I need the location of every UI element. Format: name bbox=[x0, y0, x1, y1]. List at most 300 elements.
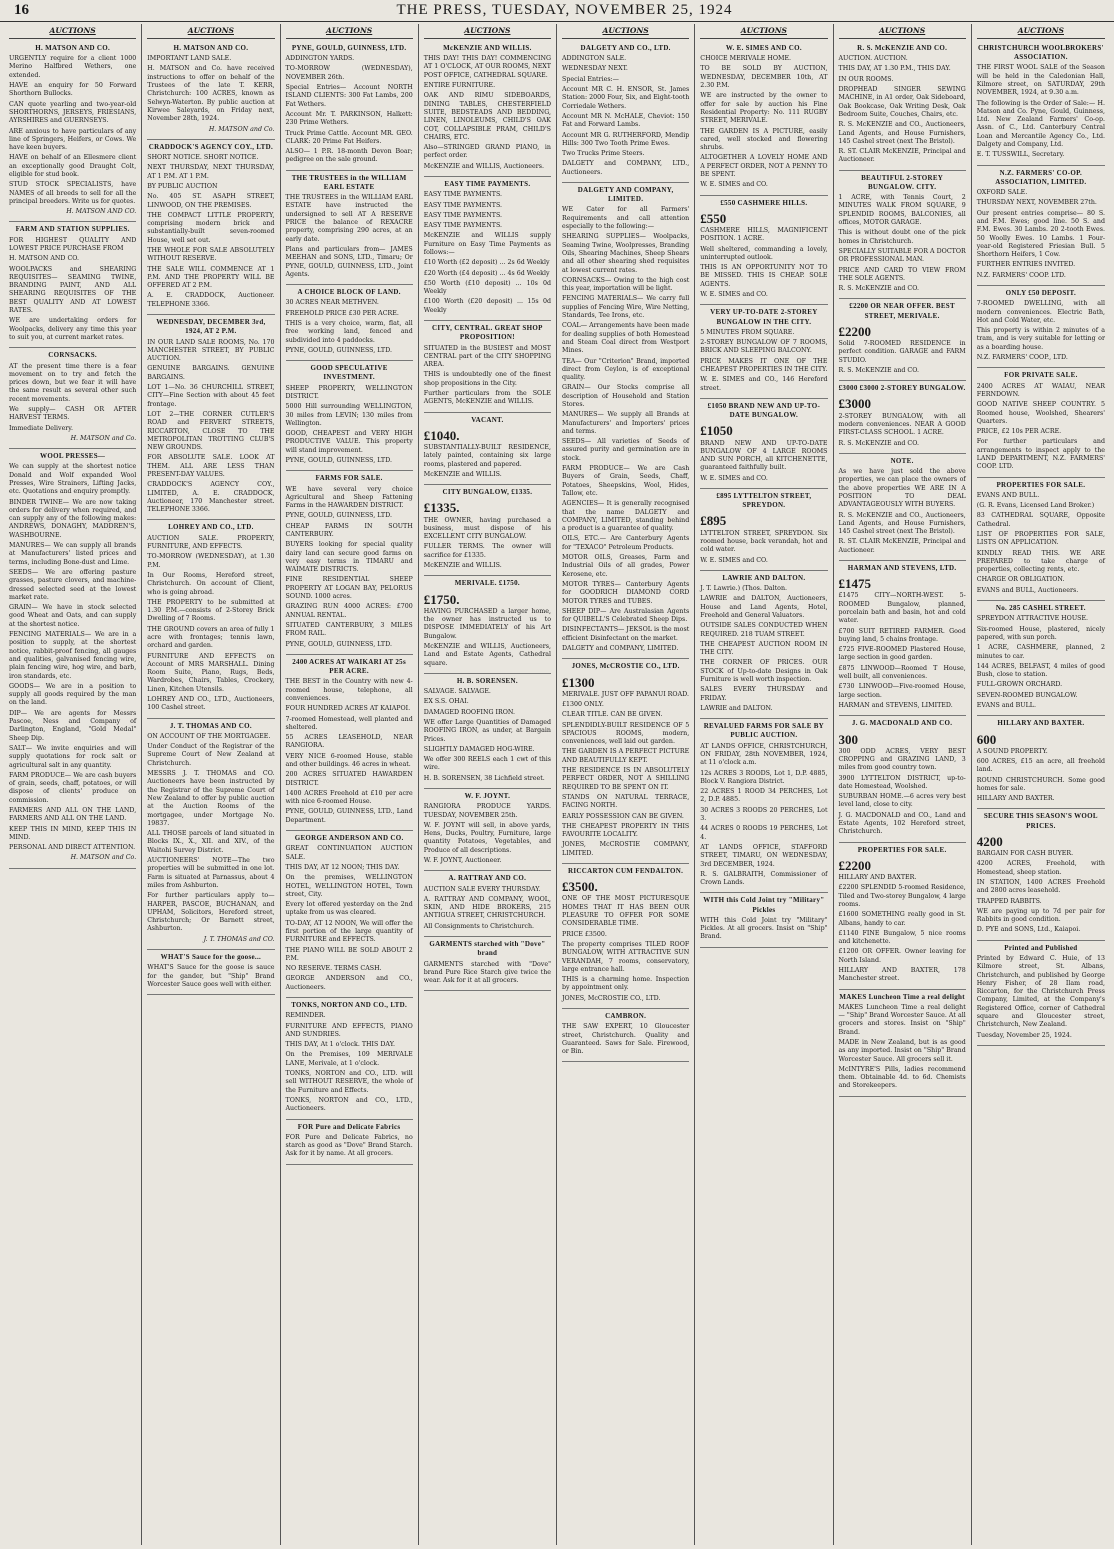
ad-paragraph: A. RATTRAY AND COMPANY, WOOL, SKIN, AND HIDE BROKERS, 215 ANTIGUA STREET, CHRISTCHURCH. bbox=[423, 895, 551, 920]
ad-paragraph: IN STATION, 1400 ACRES Freehold and 2800 acres leasehold. bbox=[976, 878, 1105, 895]
ad-paragraph: GENUINE BARGAINS. GENUINE BARGAINS. bbox=[147, 365, 275, 381]
ad-paragraph: FOUR HUNDRED ACRES AT KAIAPOI. bbox=[285, 705, 411, 713]
advertisement bbox=[700, 489, 827, 571]
ad-paragraph: 5 MINUTES FROM SQUARE. bbox=[700, 328, 795, 336]
ad-paragraph: TONKS, NORTON and CO., LTD. will sell WITHOUT RESERVE, the whole of the Furniture and Effects. bbox=[285, 1070, 413, 1094]
ad-headline: GEORGE ANDERSON AND CO. bbox=[294, 834, 404, 843]
advertisement bbox=[9, 41, 136, 223]
ad-headline: DALGETY AND CO., LTD. bbox=[580, 43, 671, 52]
ad-headline: FARM AND STATION SUPPLIES. bbox=[15, 225, 130, 234]
ad-headline: H. MATSON AND CO. bbox=[35, 43, 111, 52]
ad-paragraph: ROUND CHRISTCHURCH. Some good homes for sale. bbox=[976, 776, 1105, 792]
ad-paragraph: WE are instructed by the owner to offer for sale by auction his Fine Residential Property: No. 111 RUGBY STREET, MERIVALE. bbox=[700, 92, 828, 125]
ad-paragraph: GARMENTS starched with "Dove" brand Pure Rice Starch give twice the wear. Ask for it at all grocers. bbox=[423, 960, 551, 985]
ad-paragraph: MESSRS J. T. THOMAS and CO. Auctioneers have been instructed by the Registrar of the Supreme Court of New Zealand to offer by public auction at the Auction Rooms of the mortgagee, under Mortgage No. 19837. bbox=[147, 770, 275, 827]
ad-paragraph: MERIVALE. JUST OFF PAPANUI ROAD. bbox=[562, 690, 689, 698]
advertisement bbox=[700, 305, 827, 399]
ad-paragraph: £2200 SPLENDID 5-roomed Residence, Tiled and Two-storey Bungalow, 4 large rooms. bbox=[838, 884, 966, 908]
ad-paragraph: AGENCIES— It is generally recognised that the name DALGETY and COMPANY, LIMITED, standing behind a product is a guarantee of quality. bbox=[562, 500, 690, 533]
advertisement bbox=[839, 716, 966, 842]
ad-paragraph: J. T. Lawrie.) (Thos. Dalton. bbox=[700, 585, 788, 593]
ad-paragraph: Tuesday, November 25, 1924. bbox=[976, 1031, 1072, 1039]
ad-paragraph: PRICE £3500. bbox=[562, 930, 607, 938]
ad-headline: J. G. MACDONALD AND CO. bbox=[851, 719, 953, 728]
ad-paragraph: ALSO— 1 P.R. 18-month Devon Boar; pedigree on the sale ground. bbox=[285, 148, 413, 164]
ad-paragraph: Solid 7-ROOMED RESIDENCE in perfect condition. GARAGE and FARM STUDIO. bbox=[838, 340, 966, 364]
ad-paragraph: PRICE AND CARD TO VIEW FROM THE SOLE AGENTS. bbox=[838, 266, 966, 282]
ad-paragraph: 300 ODD ACRES, VERY BEST CROPPING and GRAZING LAND, 3 miles from good country town. bbox=[838, 747, 966, 772]
ad-paragraph: THE CORNER OF PRICES. OUR STOCK of Up-to-date Designs in Oak Furniture is well worth inspection. bbox=[700, 659, 828, 684]
ad-paragraph: GOODS— We are in a position to supply all goods required by the man on the land. bbox=[9, 682, 137, 707]
ad-headline: WEDNESDAY, DECEMBER 3rd, 1924, AT 2 P.M. bbox=[156, 318, 266, 336]
ad-paragraph: W. E. SIMES and CO., 146 Hereford street. bbox=[700, 376, 828, 392]
ad-paragraph: AT LANDS OFFICE, STAFFORD STREET, TIMARU, ON WEDNESDAY, 3rd DECEMBER, 1924. bbox=[700, 843, 828, 868]
ad-headline: W. E. SIMES AND CO. bbox=[725, 43, 802, 52]
ad-paragraph: LYTTELTON STREET, SPREYDON. Six roomed house, back verandah, hot and cold water. bbox=[700, 529, 828, 554]
ad-paragraph: On the premises, WELLINGTON HOTEL, WELLINGTON HOTEL, Town street, City. bbox=[285, 874, 413, 898]
ad-paragraph: As we have just sold the above properties, we can place the owners of the above properties WE ARE IN A POSITION TO DEAL ADVANTAGEOUSLY WITH BUYERS. bbox=[838, 468, 966, 509]
ad-headline: EASY TIME PAYMENTS. bbox=[444, 179, 531, 188]
ad-paragraph: FREEHOLD PRICE £30 PER ACRE. bbox=[285, 309, 399, 317]
ad-headline: A CHOICE BLOCK OF LAND. bbox=[297, 288, 401, 297]
ad-paragraph: SEEDS— All varieties of Seeds of assured purity and germination are in stock. bbox=[562, 438, 690, 462]
ad-paragraph: STUD STOCK SPECIALISTS, have NAMES of all breeds to sell for all the principal breeders. Write us for quotes. bbox=[9, 181, 137, 205]
ad-paragraph: CASHMERE HILLS, MAGNIFICENT POSITION. 1 ACRE. bbox=[700, 226, 828, 243]
ad-headline: REVALUED FARMS FOR SALE BY PUBLIC AUCTION. bbox=[703, 722, 825, 740]
ad-paragraph: VERY NICE 6-roomed House, stable and other buildings. 46 acres in wheat. bbox=[285, 752, 413, 768]
ad-paragraph: EVANS and BULL. bbox=[976, 701, 1036, 709]
ad-headline: 2400 ACRES AT WAIKARI AT 25s PER ACRE. bbox=[292, 657, 406, 676]
column-4 bbox=[419, 24, 557, 1545]
advertisement bbox=[424, 321, 551, 413]
ad-paragraph: HAVE an enquiry for 50 Forward Shorthorn Bullocks. bbox=[9, 82, 137, 98]
ad-paragraph: (G. R. Evans, Licensed Land Broker.) bbox=[976, 502, 1095, 510]
ad-paragraph: EX S.S. OHAI. bbox=[423, 698, 469, 706]
columns-container bbox=[4, 24, 1110, 1545]
ad-price: £1750. bbox=[423, 591, 460, 607]
ad-paragraph: W. E. SIMES and CO. bbox=[700, 474, 768, 482]
column-heading: AUCTIONS bbox=[839, 26, 966, 39]
newspaper-title: THE PRESS, TUESDAY, NOVEMBER 25, 1924 bbox=[396, 2, 733, 18]
advertisement bbox=[700, 719, 827, 893]
ad-paragraph: TO-MORROW (WEDNESDAY), NOVEMBER 26th. bbox=[285, 65, 413, 81]
ad-paragraph: J. G. MACDONALD and CO., Land and Estate Agents, 102 Hereford street, Christchurch. bbox=[838, 811, 966, 836]
ad-paragraph: THE GARDEN IS A PICTURE, easily cared, well stocked and flowering shrubs. bbox=[700, 127, 828, 152]
ad-paragraph: NEXT THURSDAY, NEXT THURSDAY, AT 1 P.M. AT 1 P.M. bbox=[147, 164, 275, 180]
ad-paragraph: Two Trucks Prime Steers. bbox=[562, 150, 645, 158]
ad-paragraph: FOR Pure and Delicate Fabrics, no starch as good as "Dove" Brand Starch. Ask for it by name. At all grocers. bbox=[285, 1133, 413, 1158]
ad-paragraph: THIS DAY, At 1 o'clock. THIS DAY. bbox=[285, 1041, 396, 1049]
advertisement bbox=[424, 413, 551, 486]
ad-paragraph: RANGIORA PRODUCE YARDS. TUESDAY, NOVEMBER 25th. bbox=[423, 803, 551, 819]
ad-paragraph: WE Cater for all Farmers' Requirements and call attention especially to the following:— bbox=[562, 206, 690, 231]
ad-paragraph: IMPORTANT LAND SALE. bbox=[147, 55, 232, 63]
ad-paragraph: 44 ACRES 0 ROODS 19 PERCHES, Lot 4. bbox=[700, 825, 828, 841]
advertisement bbox=[977, 478, 1105, 602]
ad-paragraph: THE BEST in the Country with new 4-roomed house, telephone, all conveniences. bbox=[285, 678, 413, 702]
ad-paragraph: For further particulars and arrangements to inspect apply to the LAND DEPARTMENT, N.Z. FARMERS' COOP. LTD. bbox=[976, 438, 1105, 471]
ad-paragraph: EVANS AND BULL. bbox=[976, 491, 1040, 499]
ad-paragraph: THE CHEAPEST PROPERTY IN THIS FAVOURITE LOCALITY. bbox=[562, 822, 690, 839]
ad-paragraph: EASY TIME PAYMENTS. bbox=[423, 191, 503, 199]
ad-paragraph: £100 Worth (£20 deposit) ... 15s 0d Weekly bbox=[423, 298, 551, 314]
ad-paragraph: FARM PRODUCE— We are cash buyers of grain, seeds, chaff, potatoes, or will dispose of clients' produce on commission. bbox=[9, 771, 137, 804]
ad-paragraph: IN OUR LAND SALE ROOMS, No. 170 MANCHESTER STREET, BY PUBLIC AUCTION. bbox=[147, 338, 275, 363]
advertisement bbox=[562, 1009, 689, 1062]
ad-paragraph: THIS is undoubtedly one of the finest shop propositions in the City. bbox=[423, 371, 551, 387]
ad-paragraph: CAN quote yearling and two-year-old SHORTHORNS, JERSEYS, FRIESIANS, AYRSHIRES and GUERNSEYS. bbox=[9, 100, 137, 125]
ad-paragraph: On the Premises, 109 MERIVALE LANE, Merivale, at 1 o'clock. bbox=[285, 1051, 413, 1067]
ad-price: £1050 bbox=[700, 423, 733, 439]
ad-paragraph: GRAIN— Our Stocks comprise all description of Household and Station Stores. bbox=[562, 384, 690, 408]
advertisement bbox=[562, 183, 689, 659]
column-heading: AUCTIONS bbox=[562, 26, 689, 39]
ad-paragraph: THE GROUND covers an area of fully 1 acre with frontages; tennis lawn, orchard and garden. bbox=[147, 625, 275, 650]
ad-headline: PROPERTIES FOR SALE. bbox=[996, 480, 1086, 489]
ad-paragraph: PRICE, £2 10s PER ACRE. bbox=[976, 428, 1062, 436]
ad-paragraph: WHAT'S Sauce for the goose is sauce for the gander, but "Ship" Brand Worcester Sauce goes well with either. bbox=[147, 964, 275, 988]
ad-paragraph: Also—STRINGED GRAND PIANO, in perfect order. bbox=[423, 144, 551, 160]
ad-paragraph: PYNE, GOULD, GUINNESS, LTD., Land Department. bbox=[285, 808, 413, 824]
ad-paragraph: £875 LINWOOD—Roomed T House, well built, all conveniences. bbox=[838, 664, 966, 681]
advertisement bbox=[286, 361, 413, 471]
ad-headline: BEAUTIFUL 2-STOREY BUNGALOW. CITY. bbox=[861, 173, 944, 191]
ad-paragraph: DIP— We are agents for Messrs Pascoe, Ness and Company of Darlington, England, "Gold Medal" Sheep Dip. bbox=[9, 709, 137, 742]
ad-paragraph: PYNE, GOULD, GUINNESS, LTD. bbox=[285, 456, 392, 464]
ad-paragraph: 144 ACRES, BELFAST, 4 miles of good Bush, close to station. bbox=[976, 662, 1105, 679]
ad-paragraph: No. 405 ST. ASAPH STREET, LINWOOD, ON THE PREMISES. bbox=[147, 193, 275, 209]
advertisement bbox=[700, 196, 827, 306]
ad-paragraph: H. B. SORENSEN, 38 Lichfield street. bbox=[423, 774, 545, 782]
ad-paragraph: McKENZIE and WILLIS, Auctioneers, Land and Estate Agents, Cathedral square. bbox=[423, 642, 551, 667]
ad-headline: FOR Pure and Delicate Fabrics bbox=[297, 1122, 401, 1131]
ad-price: 600 bbox=[976, 731, 997, 747]
ad-paragraph: N.Z. FARMERS' COOP. LTD. bbox=[976, 271, 1066, 279]
ad-headline: £895 LYTTELTON STREET, SPREYDON. bbox=[716, 492, 812, 510]
ad-paragraph: MAKES Luncheon Time a real delight — "Ship" Brand Worcester Sauce. At all grocers and stores. Insist on "Ship" Brand. bbox=[838, 1003, 966, 1036]
ad-headline: WITH this Cold Joint try "Military" Pickles bbox=[703, 896, 825, 914]
ad-paragraph: FENCING MATERIALS— We are in a position to supply, at the shortest notice, rabbit-proof fencing, all gauges and qualities, galvanised fencing wire, plain fencing wire, hog wire, and barb, iron standards, etc. bbox=[9, 631, 137, 680]
ad-paragraph: CHARGE OR OBLIGATION. bbox=[976, 576, 1065, 584]
ad-headline: TONKS, NORTON AND CO., LTD. bbox=[291, 1001, 408, 1010]
ad-paragraph: SLIGHTLY DAMAGED HOG-WIRE. bbox=[423, 745, 535, 753]
ad-paragraph: £1140 FINE Bungalow, 5 nice rooms and kitchenette. bbox=[838, 929, 966, 946]
ad-paragraph: N.Z. FARMERS' COOP., LTD. bbox=[976, 354, 1068, 362]
ad-price: £3000 bbox=[838, 396, 871, 412]
column-heading: AUCTIONS bbox=[700, 26, 827, 39]
advertisement bbox=[286, 998, 413, 1120]
advertisement bbox=[700, 571, 827, 719]
ad-headline: PROPERTIES FOR SALE. bbox=[857, 845, 947, 854]
ad-paragraph: GOOD NATIVE SHEEP COUNTRY. 5 Roomed house, Woolshed, Shearers' Quarters. bbox=[976, 401, 1105, 425]
ad-headline: CORNSACKS. bbox=[48, 351, 97, 360]
advertisement bbox=[839, 454, 966, 561]
ad-headline: GOOD SPECULATIVE INVESTMENT. bbox=[310, 364, 388, 382]
ad-paragraph: THE SALE WILL COMMENCE AT 1 P.M. AND THE PROPERTY WILL BE OFFERED AT 2 P.M. bbox=[147, 265, 275, 290]
advertisement bbox=[700, 41, 827, 196]
advertisement bbox=[977, 601, 1105, 716]
advertisement bbox=[286, 285, 413, 361]
ad-paragraph: A. E. CRADDOCK, Auctioneer. TELEPHONE 3366. bbox=[147, 292, 275, 308]
ad-headline: NOTE. bbox=[890, 456, 914, 465]
ad-headline: £550 CASHMERE HILLS. bbox=[720, 198, 808, 207]
ad-headline: £1050 BRAND NEW AND UP-TO-DATE BUNGALOW. bbox=[707, 401, 821, 420]
ad-paragraph: Well sheltered, commanding a lovely, uninterrupted outlook. bbox=[700, 245, 828, 261]
ad-paragraph: HAVING PURCHASED a larger home, the owner has instructed us to DISPOSE IMMEDIATELY of his Art Bungalow. bbox=[423, 607, 551, 640]
ad-paragraph: THE OWNER, having purchased a business, must dispose of his EXCELLENT CITY BUNGALOW. bbox=[423, 516, 551, 541]
ad-paragraph: SALT— We invite enquiries and will supply quotations for rock salt or agricultural salt in any quantity. bbox=[9, 744, 137, 769]
ad-paragraph: TO-DAY, AT 12 NOON, We will offer the first portion of the large quantity of FURNITURE and EFFECTS. bbox=[285, 919, 413, 944]
ad-paragraph: Account MR C. H. ENSOR, St. James Station: 2000 Four, Six, and Eight-tooth Corriedale Wethers. bbox=[562, 86, 690, 110]
ad-paragraph: 83 CATHEDRAL SQUARE, Opposite Cathedral. bbox=[976, 512, 1105, 528]
ad-paragraph: WITH this Cold Joint try "Military" Pickles. At all grocers. Insist on "Ship" Brand. bbox=[700, 916, 828, 941]
ad-headline: £3000 £3000 2-STOREY BUNGALOW. bbox=[838, 384, 966, 393]
ad-paragraph: W. E. SIMES and CO. bbox=[700, 556, 768, 564]
ad-price: £550 bbox=[700, 210, 727, 226]
ad-headline: A. RATTRAY AND CO. bbox=[448, 874, 527, 883]
ad-headline: £2200 OR NEAR OFFER. BEST STREET, MERIVALE. bbox=[849, 302, 955, 320]
advertisement bbox=[977, 41, 1105, 166]
ad-paragraph: SPECIALLY SUITABLE FOR A DOCTOR OR PROFESSIONAL MAN. bbox=[838, 247, 966, 264]
ad-price: 300 bbox=[838, 731, 858, 747]
column-3 bbox=[281, 24, 419, 1545]
ad-paragraph: KEEP THIS IN MIND, KEEP THIS IN MIND. bbox=[9, 825, 137, 841]
ad-paragraph: WE offer Large Quantities of Damaged ROOFING IRON, as under, at Bargain Prices. bbox=[423, 718, 551, 743]
advertisement bbox=[286, 831, 413, 998]
masthead bbox=[0, 0, 1114, 22]
advertisement bbox=[424, 674, 551, 789]
ad-headline: HARMAN AND STEVENS, LTD. bbox=[847, 564, 957, 573]
ad-paragraph: SALVAGE. SALVAGE. bbox=[423, 688, 491, 696]
ad-paragraph: McKENZIE and WILLIS. bbox=[423, 562, 502, 570]
ad-paragraph: HILLARY AND BAXTER. bbox=[838, 874, 917, 882]
ad-paragraph: 2400 ACRES AT WAIAU, NEAR FERNDOWN. bbox=[976, 382, 1105, 398]
ad-paragraph: FURNITURE AND EFFECTS, PIANO AND SUNDRIES. bbox=[285, 1022, 413, 1038]
ad-paragraph: HAVE on behalf of an Ellesmere client an exceptionally good Draught Colt, eligible for stud book. bbox=[9, 154, 137, 178]
ad-paragraph: 4200 ACRES, Freehold, with Homestead, sheep station. bbox=[976, 860, 1105, 876]
ad-paragraph: WEDNESDAY NEXT. bbox=[562, 65, 628, 73]
column-heading: AUCTIONS bbox=[424, 26, 551, 39]
ad-headline: JONES, McCROSTIE CO., LTD. bbox=[571, 662, 680, 671]
ad-paragraph: EASY TIME PAYMENTS. bbox=[423, 211, 503, 219]
advertisement bbox=[424, 937, 551, 991]
ad-paragraph: TONKS, NORTON and CO., LTD., Auctioneers. bbox=[285, 1096, 413, 1113]
ad-paragraph: JONES, McCROSTIE CO., LTD. bbox=[562, 994, 661, 1002]
ad-paragraph: SUBURBAN HOME.—6 acres very best level land, close to city. bbox=[838, 793, 966, 809]
ad-paragraph: £1600 SOMETHING really good in St. Albans, handy to car. bbox=[838, 911, 966, 927]
column-6 bbox=[695, 24, 833, 1545]
ad-price: £1300 bbox=[562, 674, 595, 690]
column-heading: AUCTIONS bbox=[147, 26, 274, 39]
ad-paragraph: H. MATSON AND CO. bbox=[9, 255, 80, 263]
ad-paragraph: SALES EVERY THURSDAY and FRIDAY. bbox=[700, 686, 828, 702]
ad-paragraph: MOTOR OILS, Greases, Farm and Industrial Oils of all grades, Power Kerosene, etc. bbox=[562, 554, 690, 578]
ad-paragraph: LIST OF PROPERTIES FOR SALE, LISTS ON APPLICATION. bbox=[976, 531, 1105, 547]
advertisement bbox=[424, 789, 551, 871]
advertisement bbox=[977, 286, 1105, 368]
advertisement bbox=[977, 809, 1105, 940]
ad-paragraph: SHEARING SUPPLIES— Woolpacks, Seaming Twine, Woolpresses, Branding Oils, Shearing Machines, Sheep Shears and all other shearing shed requisites at lowest current rates. bbox=[562, 233, 690, 274]
ad-paragraph: HARMAN and STEVENS, LIMITED. bbox=[838, 701, 953, 709]
ad-paragraph: McKENZIE and WILLIS supply Furniture on Easy Time Payments as follows:— bbox=[423, 232, 551, 256]
ad-headline: CRADDOCK'S AGENCY COY., LTD. bbox=[148, 142, 274, 151]
ad-paragraph: THE RESIDENCE IS IN ABSOLUTELY PERFECT ORDER, NOT A SHILLING REQUIRED TO BE SPENT ON IT. bbox=[562, 767, 690, 791]
ad-paragraph: LAWRIE and DALTON, Auctioneers, House and Land Agents, Hotel, Freehold and General Valuators. bbox=[700, 595, 828, 619]
ad-paragraph: PRICE MAKES IT ONE OF THE CHEAPEST PROPERTIES IN THE CITY. bbox=[700, 357, 828, 373]
ad-paragraph: £10 Worth (£2 deposit) ... 2s 6d Weekly bbox=[423, 259, 550, 267]
ad-paragraph: THE COMPACT LITTLE PROPERTY, comprising modern brick and substantially-built seven-roomed House, well set out. bbox=[147, 211, 275, 244]
ad-paragraph: R. ST. CLAIR McKENZIE, Principal and Auctioneer. bbox=[838, 148, 966, 164]
ad-paragraph: BUYERS looking for special quality dairy land can secure good farms on very easy terms in TIMARU and WAIMATE DISTRICTS. bbox=[285, 541, 413, 574]
advertisement bbox=[839, 561, 966, 716]
advertisement bbox=[286, 471, 413, 655]
ad-paragraph: THIS IS AN OPPORTUNITY NOT TO BE MISSED. THIS IS CHEAP. SOLE AGENTS. bbox=[700, 264, 828, 288]
ad-paragraph: URGENTLY require for a client 1000 Merino Halfbred Wethers, one extended. bbox=[9, 55, 137, 79]
ad-paragraph: GOOD, CHEAPEST and VERY HIGH PRODUCTIVE VALUE. This property will stand improvement. bbox=[285, 430, 413, 454]
ad-headline: H. B. SORENSEN. bbox=[456, 676, 518, 685]
ad-paragraph: EARLY POSSESSION CAN BE GIVEN. bbox=[562, 812, 684, 820]
ad-paragraph: 30 ACRES 3 ROODS 20 PERCHES, Lot 3. bbox=[700, 806, 828, 823]
ad-paragraph: In Our Rooms, Hereford street, Christchurch. On account of Client, who is going abroad. bbox=[147, 571, 275, 596]
ad-paragraph: OUTSIDE SALES CONDUCTED WHEN REQUIRED. 218 TUAM STREET. bbox=[700, 622, 828, 638]
ad-paragraph: PYNE, GOULD, GUINNESS, LTD. bbox=[285, 346, 392, 354]
ad-paragraph: £20 Worth (£4 deposit) ... 4s 6d Weekly bbox=[423, 269, 550, 277]
ad-paragraph: OILS, ETC.— Are Canterbury Agents for "TEXACO" Petroleum Products. bbox=[562, 535, 690, 551]
ad-paragraph: GRAZING RUN 4000 ACRES: £700 ANNUAL RENTAL. bbox=[285, 603, 413, 619]
ad-paragraph: D. PYE and SONS, Ltd., Kaiapoi. bbox=[976, 926, 1081, 934]
ad-paragraph: THIS DAY, AT 12 NOON; THIS DAY. bbox=[285, 863, 400, 871]
advertisement bbox=[147, 140, 274, 315]
ad-paragraph: £50 Worth (£10 deposit) ... 10s 0d Weekly bbox=[423, 279, 551, 296]
ad-paragraph: OAK AND RIMU SIDEBOARDS, DINING TABLES, CHESTERFIELD SUITE, BEDSTEADS AND BEDDING, LINEN, LINOLEUMS, CHILD'S OAK COT, COLLAPSIBLE PRAM, CHILD'S CHAIRS, ETC. bbox=[423, 92, 551, 141]
ad-paragraph: OXFORD SALE. bbox=[976, 189, 1028, 197]
ad-signature: H. MATSON AND CO. bbox=[66, 208, 137, 216]
ad-paragraph: NO RESERVE. TERMS CASH. bbox=[285, 965, 382, 973]
ad-paragraph: Truck Prime Cattle. Account MR. GEO. CLARK: 20 Prime Fat Heifers. bbox=[285, 129, 413, 145]
ad-paragraph: ALL THOSE parcels of land situated in Blocks IX., X., XII. and XIV., of the Waitohi Survey District. bbox=[147, 830, 275, 854]
ad-headline: LOHREY AND CO., LTD. bbox=[168, 523, 254, 532]
ad-headline: FARMS FOR SALE. bbox=[315, 474, 383, 483]
ad-paragraph: LOHREY AND CO., LTD., Auctioneers, 100 Cashel street. bbox=[147, 696, 275, 712]
ad-headline: CHRISTCHURCH WOOLBROKERS' ASSOCIATION. bbox=[977, 43, 1104, 62]
ad-headline: PYNE, GOULD, GUINNESS, LTD. bbox=[291, 43, 407, 52]
ad-paragraph: TO BE SOLD BY AUCTION, WEDNESDAY, DECEMBER 10th, AT 2.30 P.M. bbox=[700, 65, 828, 90]
ad-paragraph: EVANS and BULL, Auctioneers. bbox=[976, 586, 1079, 594]
ad-paragraph: Special Entries:— bbox=[562, 75, 619, 83]
ad-paragraph: The following is the Order of Sale:— H. Matson and Co. Pyne, Gould, Guinness, Ltd. New Zealand Farmers' Co-op. Assn. of C., Ltd. Canterbury Central Loan and Mercantile Agency Co., Ltd. Dalgety and Company, Ltd. bbox=[976, 99, 1105, 149]
ad-paragraph: 1 ACRE, CASHMERE, planned, 2 minutes to car. bbox=[976, 644, 1105, 660]
ad-paragraph: R. S. McKENZIE and CO., Auctioneers, Land Agents, and House Furnishers, 145 Cashel street (next The Bristol). bbox=[838, 121, 966, 145]
ad-paragraph: ARE anxious to have particulars of any line of Springers, Heifers, or Cows. We have keen buyers. bbox=[9, 127, 137, 152]
ad-headline: WHAT'S Sauce for the goose... bbox=[160, 953, 262, 962]
ad-paragraph: McKENZIE and WILLIS, Auctioneers. bbox=[423, 162, 544, 170]
advertisement bbox=[977, 166, 1105, 286]
ad-paragraph: 55 ACRES LEASEHOLD, NEAR RANGIORA. bbox=[285, 734, 413, 750]
advertisement bbox=[839, 990, 966, 1097]
ad-paragraph: KINDLY READ THIS. WE ARE PREPARED to take charge of properties, collecting rents, etc. bbox=[976, 549, 1105, 574]
ad-paragraph: THE WHOLE FOR SALE ABSOLUTELY WITHOUT RESERVE. bbox=[147, 247, 275, 263]
ad-paragraph: LOT 1—No. 36 CHURCHILL STREET, CITY—Fine Section with about 45 feet frontage. bbox=[147, 384, 275, 408]
ad-paragraph: THE FIRST WOOL SALE of the Season will be held in the Caledonian Hall, Kilmore street, on SATURDAY, 29th NOVEMBER, 1924, at 9.30 a.m. bbox=[976, 64, 1105, 97]
ad-paragraph: We supply— CASH OR AFTER HARVEST TERMS. bbox=[9, 405, 137, 422]
ad-paragraph: 7-roomed Homestead, well planted and sheltered. bbox=[285, 715, 413, 731]
ad-paragraph: DISINFECTANTS— JEKSOL is the most efficient Disinfectant on the market. bbox=[562, 626, 690, 642]
ad-paragraph: W. E. SIMES and CO. bbox=[700, 181, 768, 189]
ad-paragraph: THIS DAY, AT 1.30 P.M., THIS DAY. bbox=[838, 65, 951, 73]
ad-paragraph: Account MR G. RUTHERFORD, Mendip Hills: 300 Two Tooth Prime Ewes. bbox=[562, 131, 690, 147]
ad-paragraph: LOT 2—THE CORNER CUTLER'S ROAD and FERVERT STREETS, RICCARTON, CLOSE TO THE METROPOLITAN TROTTING CLUB'S NEW GROUNDS. bbox=[147, 410, 275, 452]
ad-paragraph: AUCTION. AUCTION. bbox=[838, 55, 908, 63]
ad-paragraph: W. F. JOYNT will sell, in above yards, Hens, Ducks, Poultry, Furniture, large quantity Potatoes, Vegetables, and Produce of all descriptions. bbox=[423, 821, 551, 854]
ad-paragraph: R. S. McKENZIE and CO., Auctioneers, Land Agents, and House Furnishers, 145 Cashel street (next The Bristol). bbox=[838, 511, 966, 536]
ad-paragraph: BINDER TWINE— We are now taking orders for delivery when required, and can supply any of the following makes: ANDREWS, DONAGHY, MADDREN'S, WASHBOURNE. bbox=[9, 498, 137, 539]
ad-paragraph: £700 SUIT RETIRED FARMER. Good buying land, 5 chains frontage. bbox=[838, 627, 966, 643]
advertisement bbox=[839, 381, 966, 454]
ad-paragraph: THURSDAY NEXT, NOVEMBER 27th. bbox=[976, 199, 1097, 207]
ad-headline: McKENZIE AND WILLIS. bbox=[443, 43, 532, 52]
ad-paragraph: BY PUBLIC AUCTION bbox=[147, 182, 218, 190]
ad-paragraph: We offer 300 REELS each 1 cwt of this wire. bbox=[423, 756, 551, 772]
ad-paragraph: A SOUND PROPERTY. bbox=[976, 747, 1048, 755]
ad-paragraph: SEVEN-ROOMED BUNGALOW. bbox=[976, 691, 1078, 699]
ad-paragraph: DALGETY and COMPANY, LIMITED. bbox=[562, 645, 679, 652]
advertisement bbox=[286, 171, 413, 285]
ad-paragraph: WE are undertaking orders for Woolpacks, delivery any time this year to suit you, at current market rates. bbox=[9, 317, 137, 341]
advertisement bbox=[424, 41, 551, 177]
ad-headline: ONLY £50 DEPOSIT. bbox=[1005, 289, 1077, 298]
ad-headline: W. F. JOYNT. bbox=[464, 792, 511, 801]
ad-paragraph: FOR ABSOLUTE SALE. LOOK AT THEM. ALL ARE LESS THAN PRESENT-DAY VALUES. bbox=[147, 454, 275, 478]
advertisement bbox=[9, 449, 136, 869]
ad-paragraph: 200 ACRES SITUATED HAWARDEN DISTRICT. bbox=[285, 771, 413, 787]
advertisement bbox=[424, 177, 551, 321]
ad-paragraph: PERSONAL AND DIRECT ATTENTION. bbox=[9, 844, 136, 852]
ad-paragraph: R. S. McKENZIE and CO. bbox=[838, 285, 920, 293]
ad-paragraph: MANURES— We can supply all brands at Manufacturers' listed prices and terms, including Bone-dust and Lime. bbox=[9, 542, 137, 566]
ad-paragraph: THE TRUSTEES in the WILLIAM EARL ESTATE have instructed the undersigned to sell AT A RESERVE PRICE the balance of REXACRE property, comprising 290 acres, at an early date. bbox=[285, 194, 413, 243]
ad-headline: LAWRIE AND DALTON. bbox=[722, 573, 806, 582]
ad-paragraph: WE have several very choice Agricultural and Sheep Fattening Farms in the HAWARDEN DISTRICT. bbox=[285, 485, 413, 510]
advertisement bbox=[977, 941, 1105, 1046]
ad-headline: MAKES Luncheon Time a real delight bbox=[839, 992, 965, 1001]
ad-paragraph: 30 ACRES NEAR METHVEN. bbox=[285, 299, 379, 307]
advertisement bbox=[839, 171, 966, 300]
advertisement bbox=[562, 864, 689, 1009]
column-heading: AUCTIONS bbox=[977, 26, 1105, 39]
advertisement bbox=[286, 655, 413, 831]
ad-paragraph: £730 LINWOOD—Five-roomed House, large section. bbox=[838, 683, 966, 699]
ad-paragraph: DALGETY and COMPANY, LTD., Auctioneers. bbox=[562, 160, 690, 176]
ad-paragraph: Every lot offered yesterday on the 2nd uptake from us was cleared. bbox=[285, 901, 413, 917]
ad-paragraph: £725 FIVE-ROOMED Plastered House, large section in good garden. bbox=[838, 646, 966, 662]
ad-paragraph: ALTOGETHER A LOVELY HOME AND A PERFECT ORDER, NOT A PENNY TO BE SPENT. bbox=[700, 154, 828, 178]
ad-headline: N.Z. FARMERS' CO-OP. ASSOCIATION, LIMITED. bbox=[995, 168, 1087, 186]
ad-headline: RICCARTON CUM FENDALTON. bbox=[568, 867, 684, 876]
ad-paragraph: GREAT CONTINUATION AUCTION SALE. bbox=[285, 845, 413, 861]
ad-paragraph: FURNITURE AND EFFECTS on Account of MRS MARSHALL. Dining Room Suite, Piano, Rugs, Beds, Wardrobes, Chairs, Tables, Crockery, Linen, Kitchen Utensils. bbox=[147, 652, 275, 693]
advertisement bbox=[700, 893, 827, 947]
ad-paragraph: SITUATED in the BUSIEST and MOST CENTRAL part of the CITY SHOPPING AREA. bbox=[423, 344, 551, 369]
ad-paragraph: 7-ROOMED DWELLING, with all modern conveniences. Electric Bath, Hot and Cold Water, etc. bbox=[976, 300, 1105, 324]
ad-paragraph: R. ST. CLAIR McKENZIE, Principal and Auctioneer. bbox=[838, 538, 966, 554]
ad-paragraph: Six-roomed House, plastered, nicely papered, with sun porch. bbox=[976, 625, 1105, 641]
ad-paragraph: Account Mr. T. PARKINSON, Halkett: 230 Prime Wethers. bbox=[285, 110, 413, 127]
ad-paragraph: All Consignments to Christchurch. bbox=[423, 922, 535, 930]
advertisement bbox=[562, 41, 689, 183]
ad-paragraph: FULL-GROWN ORCHARD. bbox=[976, 681, 1063, 689]
ad-headline: HILLARY AND BAXTER. bbox=[997, 719, 1085, 728]
advertisement bbox=[147, 950, 274, 995]
